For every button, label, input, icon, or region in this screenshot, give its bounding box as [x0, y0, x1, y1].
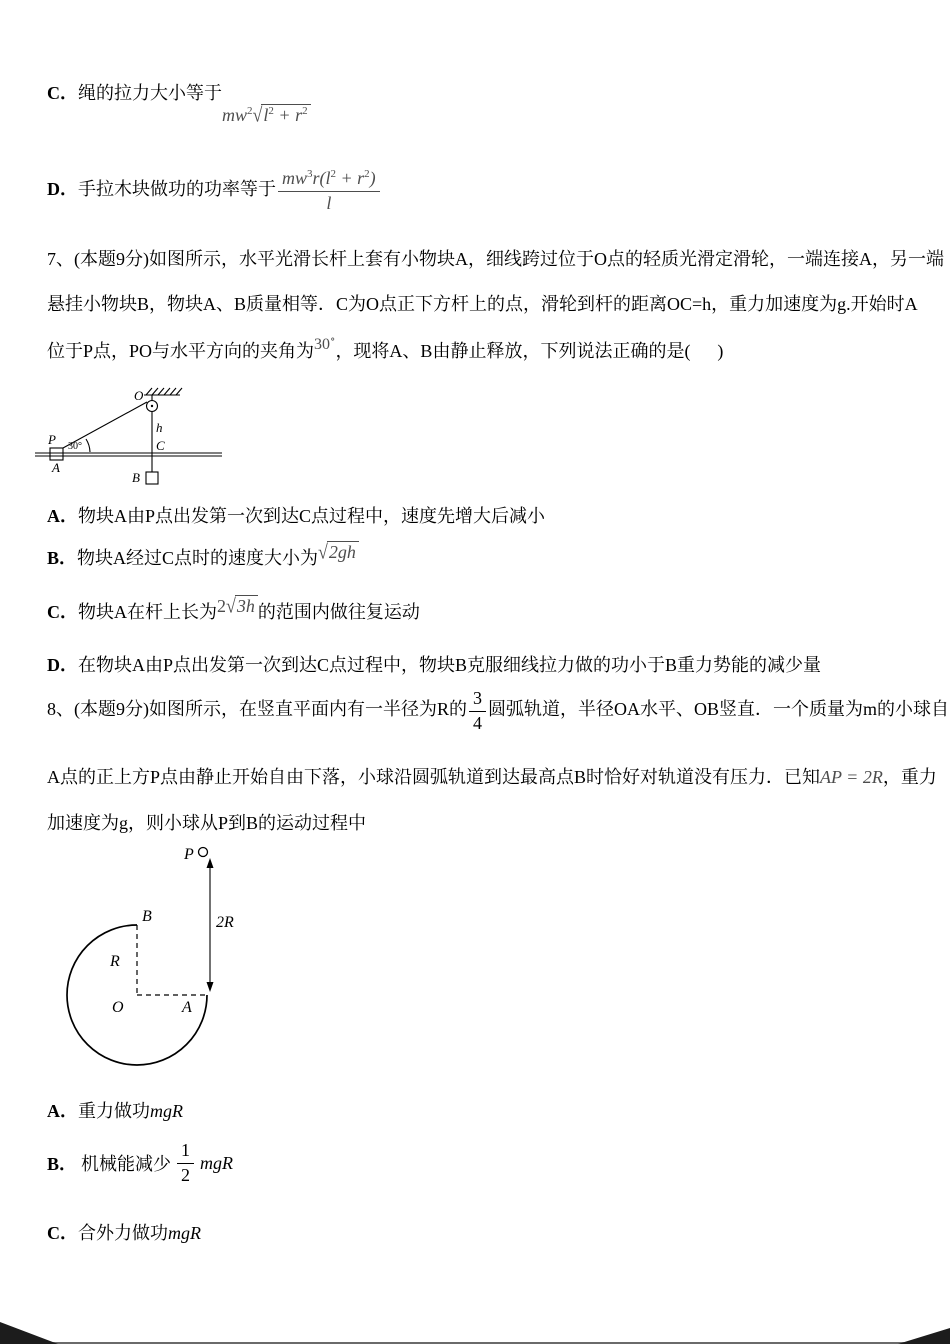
label-b: B	[132, 470, 140, 485]
q6-option-c-formula: $mw^2√l^2 + r^2$	[222, 105, 311, 125]
pulley-axle	[151, 405, 153, 407]
label-h: h	[156, 420, 163, 435]
label-angle: 30°	[68, 441, 82, 452]
ball-at-p	[199, 848, 208, 857]
q6-option-c-text: 绳的拉力大小等于	[78, 83, 222, 103]
q7-option-c: C．物块A在杆上长为2√3h 的范围内做往复运动	[47, 594, 420, 622]
q6-option-d-text: 手拉木块做功的功率等于	[78, 178, 276, 199]
q8-option-c: C．合外力做功mgR	[47, 1223, 201, 1243]
q7-stem-line3: 位于P点，PO与水平方向的夹角为30∘，现将A、B由静止释放，下列说法正确的是( )	[47, 333, 724, 361]
label-r: R	[110, 953, 120, 970]
q7-stem-line1: 7、(本题9分)如图所示，水平光滑长杆上套有小物块A，细线跨过位于O点的轻质光滑定滑轮，一端连接A，另一端	[47, 249, 944, 269]
page-corner-artifact-left	[0, 1322, 58, 1344]
q7-option-d: D．在物块A由P点出发第一次到达C点过程中，物块B克服细线拉力做的功小于B重力势能的减少量	[47, 655, 822, 675]
label-c: C	[156, 438, 165, 453]
q6-option-d-label: D．	[47, 178, 78, 199]
q7-option-b: B．物块A经过C点时的速度大小为√2gh	[47, 545, 359, 571]
q8-option-a-formula: mgR	[150, 1101, 183, 1121]
fraction-one-half: $\frac{1}{2}$	[175, 1140, 196, 1185]
q7-option-b-formula: √2gh	[318, 542, 359, 562]
ap-2r-formula: AP = 2R	[820, 767, 883, 787]
angle-arc	[86, 439, 90, 452]
q7-option-a: A．物块A由P点出发第一次到达C点过程中，速度先增大后减小	[47, 506, 546, 526]
label-a: A	[52, 460, 60, 475]
block-a	[50, 448, 63, 460]
block-b	[146, 472, 158, 484]
q8-stem-line1: 8、(本题9分)如图所示，在竖直平面内有一半径为R的 $\frac{3}{4}$ 圆弧轨道，半径OA水平、OB竖直．一个质量为m的小球自	[47, 688, 950, 733]
label-o: O	[112, 999, 124, 1016]
q6-option-c-label: C．	[47, 83, 78, 103]
fraction-three-quarters: $\frac{3}{4}$	[467, 688, 488, 733]
q6-option-d	[47, 168, 382, 213]
q7-stem-line2: 悬挂小物块B，物块A、B质量相等．C为O点正下方杆上的点，滑轮到杆的距离OC=h，重力加速度为g.开始时A	[47, 294, 918, 314]
label-p: P	[48, 432, 56, 447]
arrowhead-down	[207, 982, 214, 992]
page-corner-artifact-right	[898, 1328, 950, 1344]
label-o: O	[134, 388, 144, 403]
q8-stem-line3: 加速度为g，则小球从P到B的运动过程中	[47, 813, 367, 833]
angle-30-formula: 30∘	[314, 333, 336, 353]
label-2r: 2R	[216, 914, 234, 931]
q8-option-a: A．重力做功mgR	[47, 1101, 183, 1121]
q7-pulley-rod-diagram	[30, 386, 230, 496]
q8-arc-track-diagram	[50, 838, 265, 1078]
q6-option-d-formula: $\frac{mw^3r(l^2 + r^2)}{l}$	[276, 168, 382, 213]
q7-option-c-formula: 2√3h	[217, 596, 258, 616]
label-p: P	[184, 846, 194, 863]
label-b: B	[142, 908, 152, 925]
q8-option-b-formula: mgR	[200, 1152, 234, 1173]
q8-stem-line2: A点的正上方P点由静止开始自由下落，小球沿圆弧轨道到达最高点B时恰好对轨道没有压力．已知AP = 2R，重力	[47, 767, 937, 787]
q8-option-b: B． 机械能减少 $\frac{1}{2}$ mgR	[47, 1140, 234, 1185]
arrowhead-up	[207, 858, 214, 868]
label-a: A	[182, 999, 192, 1016]
q6-option-c	[47, 80, 311, 127]
q8-option-c-formula: mgR	[168, 1223, 201, 1243]
